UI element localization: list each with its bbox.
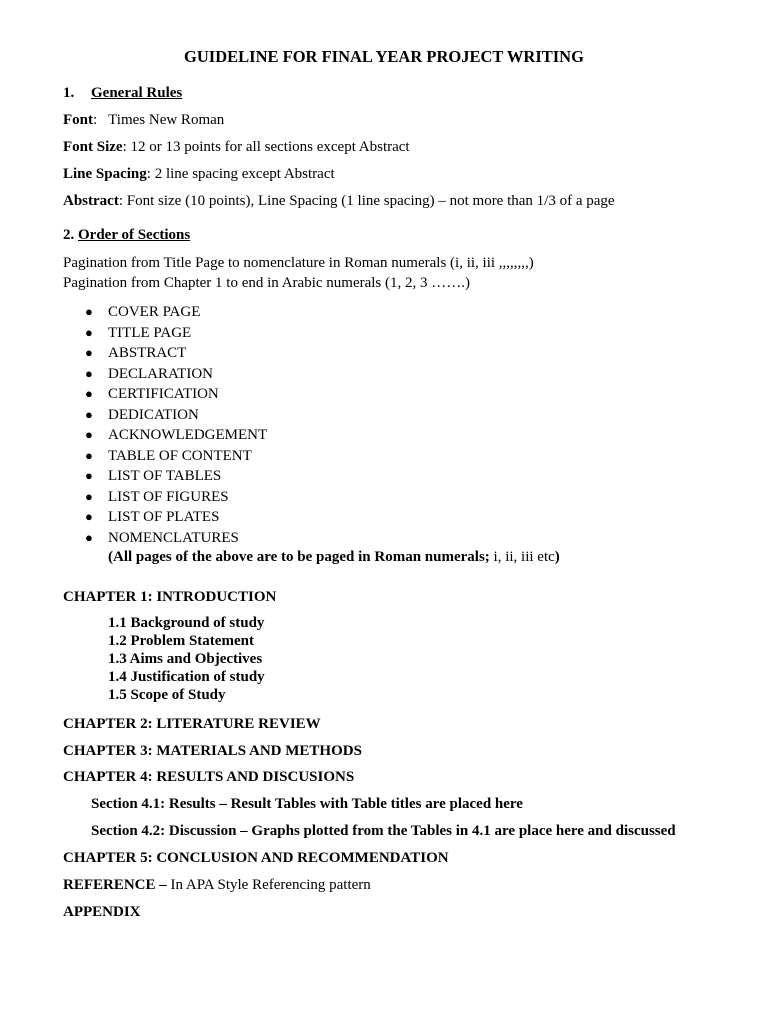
roman-numerals-note: (All pages of the above are to be paged in Roman numerals; i, ii, iii etc)	[108, 549, 560, 565]
section-heading: General Rules	[91, 85, 183, 101]
pagination-arabic: Pagination from Chapter 1 to end in Arabic numerals (1, 2, 3 …….)	[63, 275, 470, 291]
list-item: ● DECLARATION	[85, 365, 213, 382]
rule-abstract	[63, 192, 615, 210]
section-heading: Order of Sections	[78, 227, 191, 243]
rule-font	[63, 111, 224, 129]
list-item: 1.5 Scope of Study	[108, 687, 226, 703]
bullet-icon: ●	[85, 488, 93, 504]
bullet-icon: ●	[85, 304, 93, 319]
list-item: 1.4 Justification of study	[108, 669, 265, 685]
section-number: 1.	[63, 85, 75, 101]
general-rules-heading	[63, 84, 182, 102]
section-4-1: Section 4.1: Results – Result Tables with Table titles are placed here	[91, 796, 523, 812]
chapter-1-heading: CHAPTER 1: INTRODUCTION	[63, 589, 277, 605]
list-item: ● ABSTRACT	[85, 345, 187, 361]
rule-label: Line Spacing	[63, 166, 147, 182]
appendix-heading: APPENDIX	[63, 904, 141, 920]
bullet-icon: ●	[85, 509, 93, 524]
reference-line	[63, 876, 371, 894]
list-item: ● ACKNOWLEDGEMENT	[85, 427, 268, 443]
rule-line-spacing	[63, 165, 335, 183]
reference-label: REFERENCE –	[63, 877, 167, 893]
bullet-icon: ●	[85, 468, 93, 483]
list-item: ● COVER PAGE	[85, 304, 201, 320]
rule-text: : 2 line spacing except Abstract	[146, 166, 335, 182]
rule-text: : Font size (10 points), Line Spacing (1 line spacing) – not more than 1/3 of a page	[118, 193, 615, 209]
pagination-roman: Pagination from Title Page to nomenclature in Roman numerals (i, ii, iii ,,,,,,,,)	[63, 255, 534, 271]
chapter-4-heading: CHAPTER 4: RESULTS AND DISCUSIONS	[63, 769, 355, 785]
bullet-icon: ●	[85, 324, 93, 340]
sections-list	[85, 302, 267, 548]
list-item: ● LIST OF TABLES	[85, 468, 222, 484]
bullet-icon: ●	[85, 345, 93, 360]
chapter-3-heading: CHAPTER 3: MATERIALS AND METHODS	[63, 743, 362, 759]
rule-label: Abstract	[63, 193, 119, 209]
list-item: 1.1 Background of study	[108, 615, 265, 631]
document-title: GUIDELINE FOR FINAL YEAR PROJECT WRITING	[184, 47, 584, 66]
list-item: ● TABLE OF CONTENT	[85, 447, 252, 464]
rule-font-size	[63, 138, 410, 156]
bullet-icon: ●	[85, 406, 93, 422]
reference-text: In APA Style Referencing pattern	[166, 877, 371, 893]
list-item: ● LIST OF PLATES	[85, 509, 220, 525]
rule-label: Font Size	[63, 139, 123, 155]
list-item: 1.3 Aims and Objectives	[108, 651, 263, 667]
rule-label: Font	[63, 112, 93, 128]
order-of-sections-heading	[63, 226, 190, 244]
section-number: 2.	[63, 227, 75, 243]
rule-text: : Times New Roman	[93, 112, 225, 128]
rule-text: : 12 or 13 points for all sections except Abstract	[122, 139, 410, 155]
list-item: ● LIST OF FIGURES	[85, 488, 229, 505]
chapter-2-heading: CHAPTER 2: LITERATURE REVIEW	[63, 716, 321, 732]
chapter-5-heading: CHAPTER 5: CONCLUSION AND RECOMMENDATION	[63, 850, 449, 866]
bullet-icon: ●	[85, 365, 93, 381]
list-item: ● TITLE PAGE	[85, 324, 192, 341]
bullet-icon: ●	[85, 529, 93, 545]
bullet-icon: ●	[85, 447, 93, 463]
chapter-1-subsections	[108, 614, 265, 704]
list-item: ● CERTIFICATION	[85, 386, 219, 402]
list-item: ● DEDICATION	[85, 406, 199, 423]
list-item: ● NOMENCLATURES	[85, 529, 239, 546]
bullet-icon: ●	[85, 386, 93, 401]
section-4-2: Section 4.2: Discussion – Graphs plotted from the Tables in 4.1 are place here and discussed	[91, 823, 676, 839]
list-item: 1.2 Problem Statement	[108, 633, 254, 649]
bullet-icon: ●	[85, 427, 93, 442]
